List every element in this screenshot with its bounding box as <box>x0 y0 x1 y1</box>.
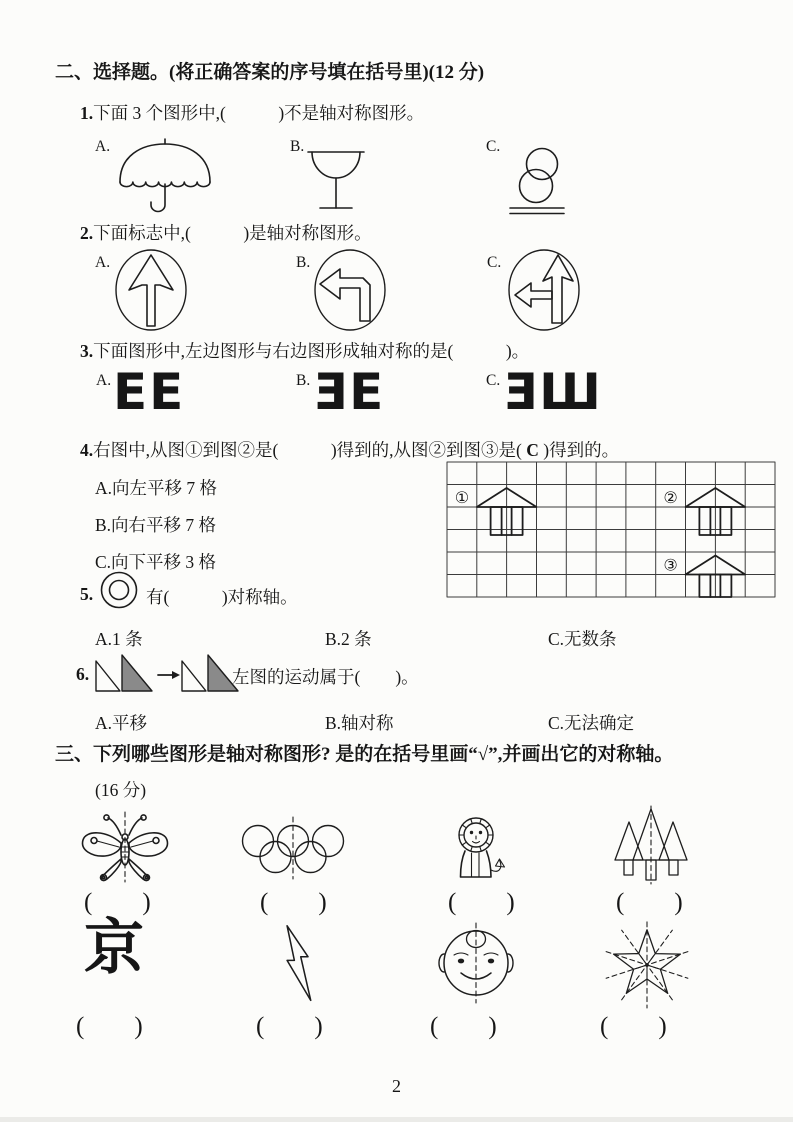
baby-face-icon <box>434 921 518 1005</box>
overlapping-circles-icon <box>502 144 572 218</box>
section2-title: 二、选择题。(将正确答案的序号填在括号里)(12 分) <box>55 62 485 83</box>
q3-optionA-label: A. <box>96 372 112 389</box>
q5-number: 5. <box>80 584 94 604</box>
q4-question-post: )得到的。 <box>543 440 620 460</box>
q6-number: 6. <box>76 664 90 684</box>
house1-label: ① <box>454 488 470 507</box>
q3-question: 下面图形中,左边图形与右边图形成轴对称的是( )。 <box>93 341 530 361</box>
lion-icon <box>448 812 510 882</box>
q3-optionA-letters: EE <box>113 363 186 421</box>
olympic-rings-icon <box>237 817 349 881</box>
q5-optionC: C.无数条 <box>548 629 617 649</box>
answer-blank-star: ( ) <box>600 1013 667 1040</box>
answer-blank-lion: ( ) <box>448 889 515 916</box>
answer-blank-lightning: ( ) <box>256 1013 323 1040</box>
umbrella-icon <box>112 137 218 217</box>
q1-optionB-label: B. <box>290 138 305 155</box>
q5-optionB: B.2 条 <box>325 629 372 649</box>
q4-optionA: A.向左平移 7 格 <box>95 478 218 498</box>
q4-text <box>80 437 619 462</box>
q3-number: 3. <box>80 341 94 361</box>
q2-optionC-label: C. <box>487 254 502 271</box>
five-pointed-star-icon <box>603 917 691 1009</box>
q5-question: 有( )对称轴。 <box>146 587 298 607</box>
translation-grid-figure <box>446 461 776 598</box>
q2-question: 下面标志中,( )是轴对称图形。 <box>93 223 372 243</box>
q6-optionB: B.轴对称 <box>325 713 394 733</box>
straight-arrow-sign-icon <box>113 248 189 332</box>
q3-text <box>80 338 529 363</box>
goblet-icon <box>302 146 370 216</box>
answer-blank-trees: ( ) <box>616 889 683 916</box>
q5-optionA: A.1 条 <box>95 629 143 649</box>
q4-optionB: B.向右平移 7 格 <box>95 515 217 535</box>
q3-optionC-label: C. <box>486 372 501 389</box>
answer-blank-butterfly: ( ) <box>84 889 151 916</box>
q1-question: 下面 3 个图形中,( )不是轴对称图形。 <box>93 103 425 123</box>
q4-optionC: C.向下平移 3 格 <box>95 552 217 572</box>
q1-optionC-label: C. <box>486 138 501 155</box>
three-trees-icon <box>610 806 694 886</box>
q1-text <box>80 100 424 125</box>
q1-number: 1. <box>80 103 94 123</box>
q4-question-pre: 右图中,从图①到图②是( )得到的,从图②到图③是( <box>93 440 522 460</box>
lightning-bolt-icon <box>278 924 318 1004</box>
q2-text <box>80 220 372 245</box>
house3-label: ③ <box>663 555 678 575</box>
q6-optionC: C.无法确定 <box>548 713 635 733</box>
answer-blank-rings: ( ) <box>260 889 327 916</box>
q2-optionA-label: A. <box>95 254 111 271</box>
page-edge <box>0 1117 793 1122</box>
concentric-circles-icon <box>99 570 139 610</box>
section3-title: 三、下列哪些图形是轴对称图形? 是的在括号里画“√”,并画出它的对称轴。 <box>55 744 674 765</box>
left-turn-sign-icon <box>312 248 388 332</box>
q6-question: 左图的运动属于( )。 <box>232 667 419 687</box>
butterfly-icon <box>72 810 178 884</box>
q2-number: 2. <box>80 223 94 243</box>
q4-answer: C <box>521 440 544 460</box>
page-number: 2 <box>392 1076 401 1096</box>
q3-optionB-letters: ƎE <box>313 363 386 421</box>
q1-optionA-label: A. <box>95 138 111 155</box>
jing-character: 京 <box>84 915 144 981</box>
answer-blank-jing: ( ) <box>76 1013 143 1040</box>
answer-blank-baby: ( ) <box>430 1013 497 1040</box>
q3-optionC-letters: ƎШ <box>503 363 603 421</box>
q3-optionB-label: B. <box>296 372 311 389</box>
section3-score: (16 分) <box>95 780 147 800</box>
straight-or-left-sign-icon <box>506 248 582 332</box>
q2-optionB-label: B. <box>296 254 311 271</box>
house2-label: ② <box>663 488 678 507</box>
q6-optionA: A.平移 <box>95 713 148 733</box>
q4-number: 4. <box>80 440 94 460</box>
triangle-pair-translation-figure <box>94 651 239 697</box>
